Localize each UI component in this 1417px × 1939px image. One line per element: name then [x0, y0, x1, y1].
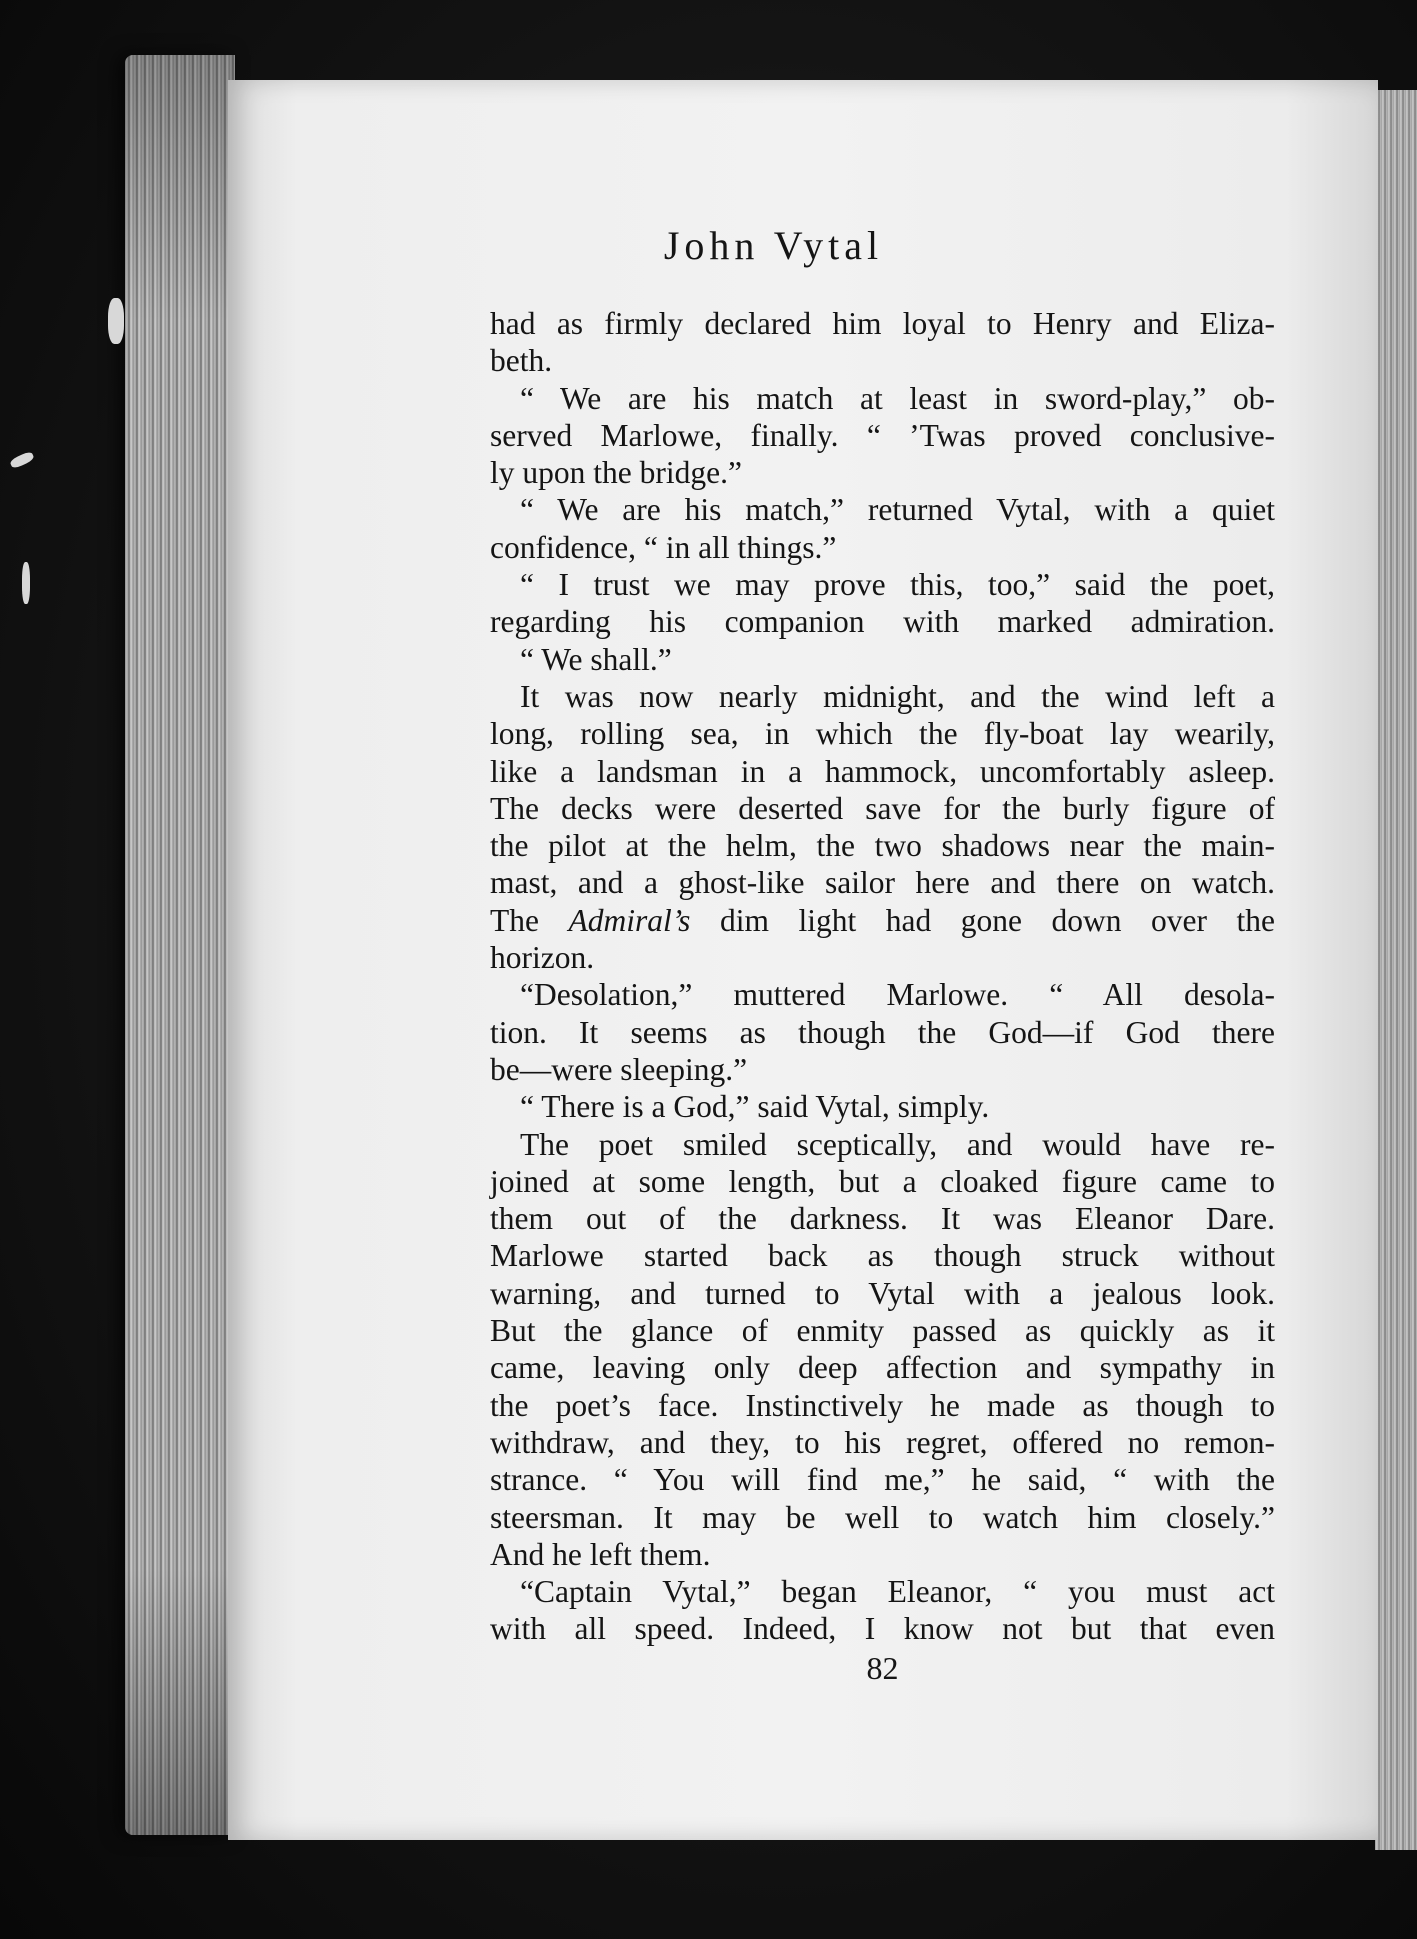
text-line — [490, 790, 1275, 827]
text-line-segment: the pilot at the helm, the two shadows near the main- — [490, 828, 1275, 864]
text-line-segment: served Marlowe, finally. “ ’Twas proved conclusive- — [490, 417, 1275, 453]
text-line-segment: But the glance of enmity passed as quickly as it — [490, 1313, 1275, 1349]
page-edges-right — [1375, 90, 1417, 1850]
text-line-segment: came, leaving only deep affection and sympathy in — [490, 1350, 1275, 1386]
text-line — [490, 1499, 1275, 1536]
text-line-segment: tion. It seems as though the God—if God there — [490, 1014, 1275, 1050]
text-line-segment: dim light had gone down over the — [690, 902, 1275, 938]
text-line-segment: It was now nearly midnight, and the wind left a — [520, 678, 1275, 714]
text-line-segment: them out of the darkness. It was Eleanor Dare. — [490, 1201, 1275, 1237]
text-line-segment: had as firmly declared him loyal to Henry and Eliza- — [490, 306, 1275, 341]
text-line — [490, 529, 1275, 566]
text-line-segment: long, rolling sea, in which the fly-boat lay wearily, — [490, 716, 1275, 752]
text-line-segment: “Desolation,” muttered Marlowe. “ All desola- — [520, 977, 1275, 1013]
text-line — [490, 1126, 1275, 1163]
text-line-segment: steersman. It may be well to watch him closely.” — [490, 1499, 1275, 1535]
text-line — [490, 603, 1275, 640]
text-line — [490, 678, 1275, 715]
text-line — [490, 864, 1275, 901]
text-line-segment: The — [490, 902, 569, 938]
scan-speck — [108, 298, 124, 344]
text-line — [490, 380, 1275, 417]
text-line — [490, 1275, 1275, 1312]
text-line-segment: “ We are his match at least in sword-play,” ob- — [520, 380, 1275, 416]
text-line — [490, 1349, 1275, 1386]
text-line-segment: horizon. — [490, 940, 595, 976]
text-line-segment: Marlowe started back as though struck without — [490, 1238, 1275, 1274]
text-line-segment: confidence, “ in all things.” — [490, 529, 837, 565]
text-line — [490, 1387, 1275, 1424]
text-line — [490, 454, 1275, 491]
text-line — [490, 1424, 1275, 1461]
running-head — [0, 222, 1417, 269]
text-line — [490, 491, 1275, 528]
text-line-segment: And he left them. — [490, 1536, 711, 1572]
text-line-segment: ly upon the bridge.” — [490, 455, 742, 491]
text-line — [490, 1014, 1275, 1051]
text-line — [490, 1200, 1275, 1237]
text-line — [490, 1312, 1275, 1349]
text-line-segment: the poet’s face. Instinctively he made as though to — [490, 1387, 1275, 1423]
body-text — [490, 305, 1275, 1648]
text-line — [490, 641, 1275, 678]
text-line — [490, 976, 1275, 1013]
scan-speck — [22, 562, 30, 604]
text-line — [490, 715, 1275, 752]
text-line-segment: be—were sleeping.” — [490, 1051, 748, 1087]
text-line-segment: strance. “ You will find me,” he said, “ with the — [490, 1462, 1275, 1498]
text-line — [490, 566, 1275, 603]
text-line-segment: “ I trust we may prove this, too,” said the poet, — [520, 567, 1275, 603]
text-line — [490, 1461, 1275, 1498]
text-line — [490, 417, 1275, 454]
text-line — [490, 1610, 1275, 1647]
text-line — [490, 1536, 1275, 1573]
text-line-segment: withdraw, and they, to his regret, offered no remon- — [490, 1424, 1275, 1460]
text-line — [490, 342, 1275, 379]
text-line — [490, 753, 1275, 790]
text-line — [490, 1088, 1275, 1125]
text-line — [490, 939, 1275, 976]
text-line-segment: The poet smiled sceptically, and would have re- — [520, 1126, 1275, 1162]
text-line-segment: The decks were deserted save for the burly figure of — [490, 790, 1275, 826]
text-line-segment: warning, and turned to Vytal with a jealous look. — [490, 1275, 1275, 1311]
page-number: 82 — [866, 1650, 899, 1686]
text-line-segment: “Captain Vytal,” began Eleanor, “ you must act — [520, 1574, 1275, 1610]
text-line — [490, 1237, 1275, 1274]
text-line-segment: beth. — [490, 343, 553, 379]
text-line — [490, 305, 1275, 342]
text-line-segment: regarding his companion with marked admiration. — [490, 604, 1275, 640]
text-line-segment: “ We are his match,” returned Vytal, with a quiet — [520, 492, 1275, 528]
text-line — [490, 902, 1275, 939]
text-line — [490, 1051, 1275, 1088]
text-line-segment: with all speed. Indeed, I know not but that even — [490, 1611, 1275, 1647]
page-edges-left — [125, 55, 235, 1835]
text-line-segment: mast, and a ghost-like sailor here and there on watch. — [490, 865, 1275, 901]
running-head-text: John Vytal — [663, 223, 884, 268]
text-line — [490, 1163, 1275, 1200]
text-line-segment: “ There is a God,” said Vytal, simply. — [520, 1089, 990, 1125]
italic-ship-name: Admiral’s — [568, 902, 691, 938]
text-line-segment: joined at some length, but a cloaked figure came to — [490, 1163, 1275, 1199]
text-line — [490, 1573, 1275, 1610]
text-line-segment: like a landsman in a hammock, uncomfortably asleep. — [490, 753, 1275, 789]
text-line — [490, 827, 1275, 864]
text-line-segment: “ We shall.” — [520, 641, 672, 677]
